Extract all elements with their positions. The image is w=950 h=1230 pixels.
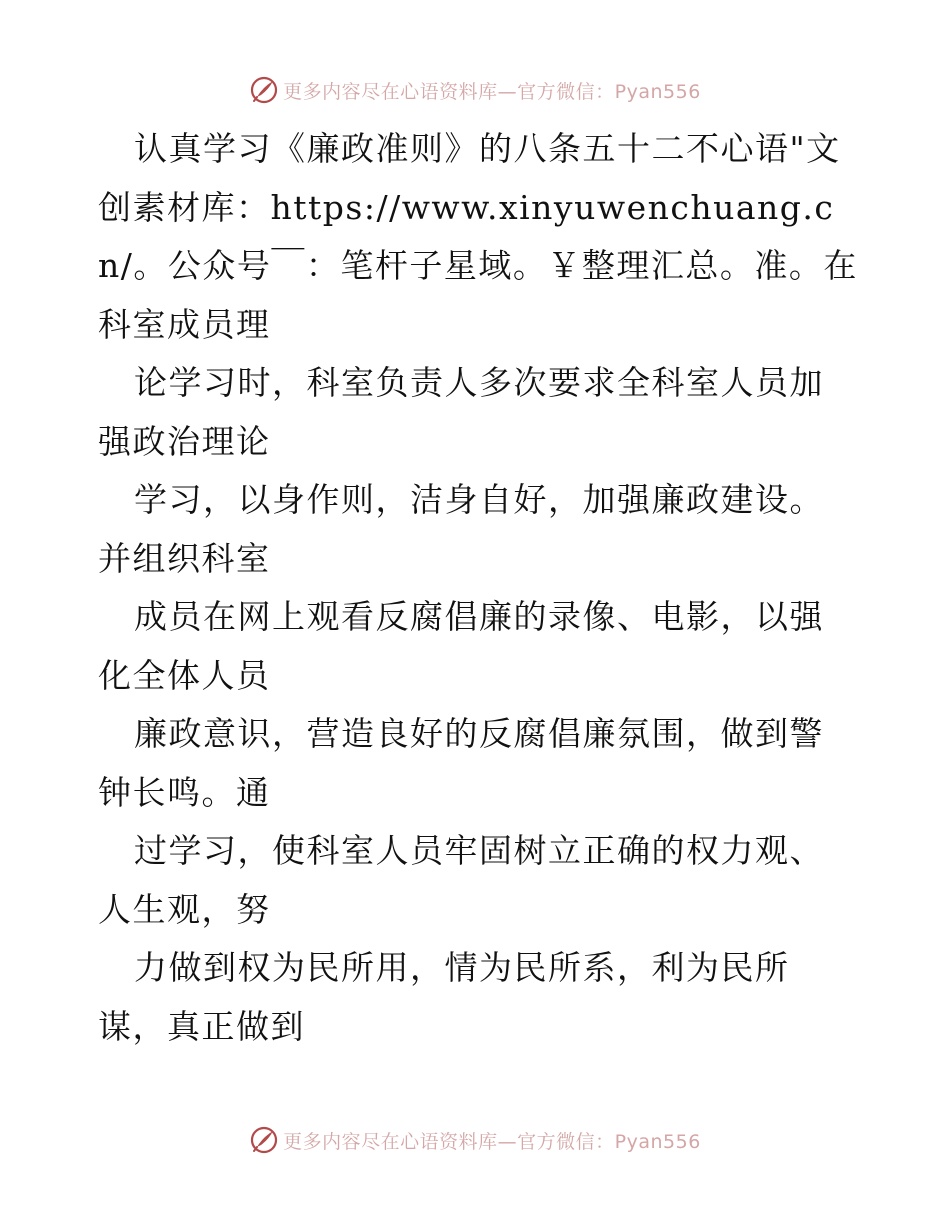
paragraph: 廉政意识，营造良好的反腐倡廉氛围，做到警钟长鸣。通 bbox=[98, 714, 824, 812]
header-banner bbox=[0, 72, 950, 108]
document-body bbox=[98, 120, 858, 1056]
feather-pen-logo-icon bbox=[249, 1125, 279, 1155]
paragraph: 力做到权为民所用，情为民所系，利为民所谋，真正做到 bbox=[98, 948, 790, 1046]
header-banner-text: 更多内容尽在心语资料库—官方微信：Pyan556 bbox=[283, 80, 701, 103]
paragraph: 认真学习《廉政准则》的八条五十二不心语"文创素材库：https://www.xinyuwenchuang.cn/。公众号￣：笔杆子星域。￥整理汇总。准。在科室成员理 bbox=[98, 129, 858, 344]
feather-pen-logo-icon bbox=[249, 75, 279, 105]
footer-banner-text: 更多内容尽在心语资料库—官方微信：Pyan556 bbox=[283, 1130, 701, 1153]
paragraph: 过学习，使科室人员牢固树立正确的权力观、人生观，努 bbox=[98, 831, 824, 929]
footer-banner bbox=[0, 1122, 950, 1158]
paragraph: 成员在网上观看反腐倡廉的录像、电影，以强化全体人员 bbox=[98, 597, 824, 695]
paragraph: 论学习时，科室负责人多次要求全科室人员加强政治理论 bbox=[98, 363, 824, 461]
paragraph: 学习，以身作则，洁身自好，加强廉政建设。并组织科室 bbox=[98, 480, 824, 578]
